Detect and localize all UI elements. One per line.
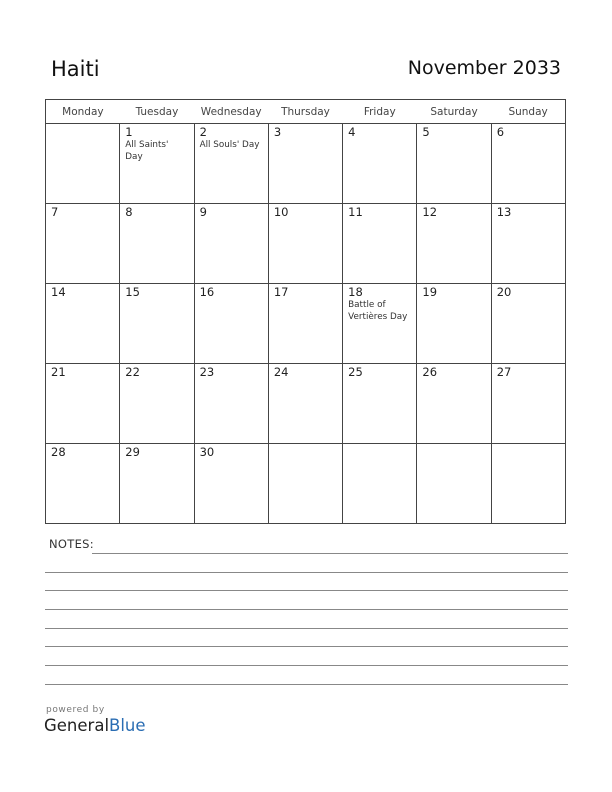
powered-by-text: powered by: [46, 705, 105, 715]
holiday-label: Battle of Vertières Day: [348, 300, 408, 322]
day-number: 30: [199, 445, 215, 459]
weekday-header: Sunday: [491, 100, 565, 124]
day-cell: [268, 124, 342, 204]
day-cell: [120, 444, 194, 524]
day-number: 16: [199, 285, 215, 299]
day-cell: [343, 284, 417, 364]
day-cell: [120, 124, 194, 204]
note-line: [45, 684, 568, 685]
day-cell: [343, 444, 417, 524]
note-line: [45, 646, 568, 647]
day-cell: [417, 364, 491, 444]
day-cell: [120, 364, 194, 444]
note-line: [45, 609, 568, 610]
day-cell: [46, 444, 120, 524]
day-number: 20: [496, 285, 512, 299]
day-number: 8: [125, 205, 133, 219]
day-number: 19: [422, 285, 438, 299]
day-number: 15: [125, 285, 140, 299]
weekday-header: Saturday: [417, 100, 491, 124]
note-line: [45, 590, 568, 591]
day-number: 12: [422, 205, 438, 219]
calendar-grid: [45, 99, 566, 524]
day-number: 13: [496, 205, 512, 219]
day-number: 4: [348, 125, 356, 139]
brand-name-blue: Blue: [109, 716, 146, 735]
day-number: 27: [496, 365, 512, 379]
day-cell: [46, 204, 120, 284]
day-number: 5: [422, 125, 430, 139]
day-cell: [268, 204, 342, 284]
brand-name-general: General: [44, 716, 110, 735]
country-title: Haiti: [51, 57, 100, 81]
day-cell: [194, 284, 268, 364]
note-line: [92, 553, 568, 554]
day-number: 23: [199, 365, 215, 379]
brand-logo: [44, 716, 146, 735]
weekday-header: Wednesday: [194, 100, 268, 124]
note-line: [45, 628, 568, 629]
notes-label: NOTES:: [49, 537, 94, 551]
day-cell: [491, 444, 565, 524]
day-cell: [120, 284, 194, 364]
day-cell: [46, 364, 120, 444]
weekday-header-row: [46, 100, 566, 124]
day-number: 29: [125, 445, 140, 459]
day-cell: [343, 364, 417, 444]
day-number: 25: [348, 365, 363, 379]
day-number: 26: [422, 365, 438, 379]
day-number: 17: [273, 285, 289, 299]
day-cell: [120, 204, 194, 284]
day-cell: [491, 204, 565, 284]
day-cell: [491, 364, 565, 444]
day-cell: [194, 364, 268, 444]
holiday-label: All Souls' Day: [199, 140, 260, 150]
day-cell: [417, 284, 491, 364]
day-cell: [417, 124, 491, 204]
day-number: 10: [273, 205, 289, 219]
day-number: 28: [51, 445, 66, 459]
day-number: 3: [273, 125, 282, 139]
day-cell: [194, 204, 268, 284]
day-cell: [343, 204, 417, 284]
day-number: 11: [348, 205, 363, 219]
day-cell: [46, 284, 120, 364]
day-number: 18: [348, 285, 363, 299]
day-cell: [268, 364, 342, 444]
day-number: 9: [199, 205, 207, 219]
day-cell: [46, 124, 120, 204]
note-line: [45, 665, 568, 666]
month-year-title: November 2033: [407, 57, 561, 79]
day-number: 24: [273, 365, 289, 379]
day-cell: [491, 284, 565, 364]
day-number: 22: [125, 365, 140, 379]
week-row: [46, 284, 566, 364]
week-row: [46, 364, 566, 444]
day-cell: [417, 444, 491, 524]
day-cell: [268, 444, 342, 524]
day-number: 1: [125, 125, 133, 139]
week-row: [46, 444, 566, 524]
weekday-header: Friday: [343, 100, 417, 124]
day-number: 7: [51, 205, 59, 219]
holiday-label: All Saints' Day: [125, 140, 169, 162]
note-line: [45, 572, 568, 573]
day-number: 2: [199, 125, 207, 139]
day-number: 21: [51, 365, 66, 379]
day-cell: [491, 124, 565, 204]
week-row: [46, 124, 566, 204]
day-cell: [194, 444, 268, 524]
day-cell: [268, 284, 342, 364]
weekday-header: Thursday: [268, 100, 342, 124]
day-number: 6: [496, 125, 505, 139]
day-number: 14: [51, 285, 66, 299]
weekday-header: Monday: [46, 100, 120, 124]
day-cell: [343, 124, 417, 204]
week-row: [46, 204, 566, 284]
weekday-header: Tuesday: [120, 100, 194, 124]
day-cell: [417, 204, 491, 284]
day-cell: [194, 124, 268, 204]
